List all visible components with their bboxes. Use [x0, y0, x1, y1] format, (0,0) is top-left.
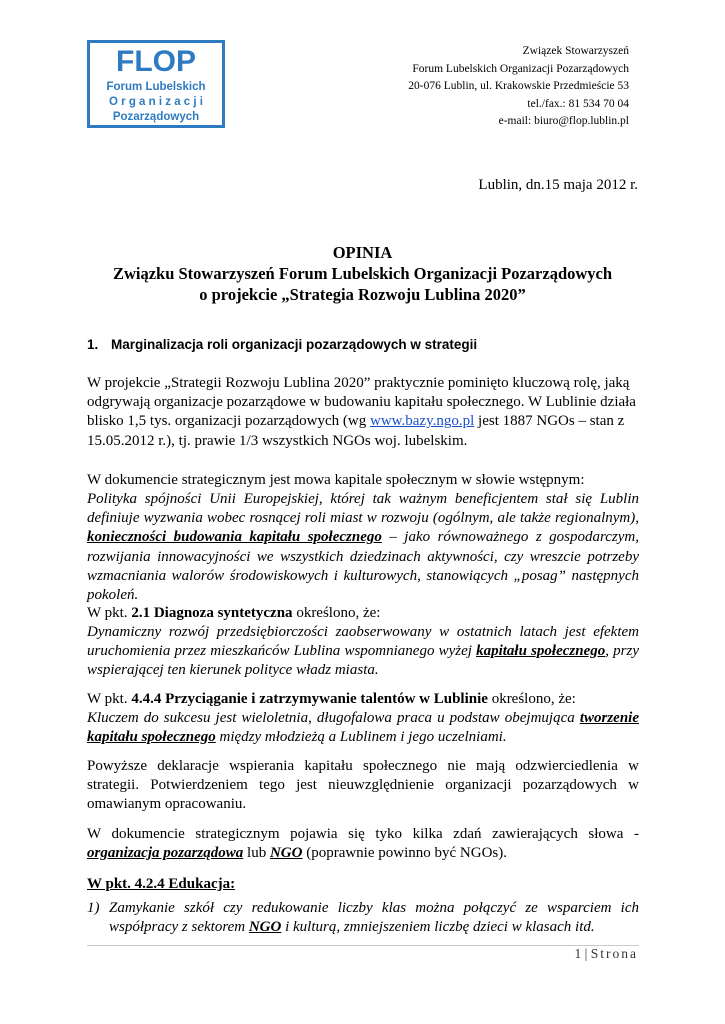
section-number: 1.: [87, 337, 99, 352]
org-name: Związek Stowarzyszeń: [522, 45, 629, 57]
p3-quote-a: Dynamiczny rozwój przedsiębiorczości zaobserwowany w ostatnich latach jest efektem uruchomienia przez mieszkańców Lublina wspomnianego wyżej: [87, 624, 639, 660]
p3-post: określono, że:: [292, 605, 381, 621]
flop-logo: [87, 40, 225, 128]
paragraph-1: [87, 374, 639, 451]
list-emphasis: NGO: [248, 919, 282, 936]
p6-emphasis-1: organizacja pozarządowa: [87, 845, 244, 862]
p4-quote-a: Kluczem do sukcesu jest wieloletnia, długofalowa praca u podstaw obejmująca: [87, 710, 580, 726]
p6-text-a: W dokumencie strategicznym pojawia się tyko kilka zdań zawierających słowa -: [87, 826, 639, 842]
org-phone: tel./fax.: 81 534 70 04: [527, 97, 629, 110]
page-label: Strona: [590, 946, 638, 961]
list-marker: 1): [87, 900, 100, 916]
page-footer: [575, 946, 638, 962]
document-title: [0, 242, 725, 305]
p6-text-b: lub: [243, 845, 270, 862]
flop-logo-graphic: [87, 40, 225, 128]
p1-text-b: jest 1887 NGOs – stan z 15.05.2012 r.), tj. prawie 1/3 wszystkich NGOs woj. lubelskim.: [87, 413, 625, 449]
logo-line-1: Forum Lubelskich: [106, 81, 206, 93]
paragraph-2-quote: [87, 490, 639, 605]
p4-post: określono, że:: [487, 691, 576, 707]
p4-quote-b: między młodzieżą a Lublinem i jego uczelniami.: [215, 729, 507, 746]
logo-line-2: O r g a n i z a c j i: [109, 96, 203, 108]
org-address: 20-076 Lublin, ul. Krakowskie Przedmieście 53: [408, 80, 629, 93]
p1-text-a: W projekcie „Strategii Rozwoju Lublina 2020” praktycznie pominięto kluczową rolę, jaką odgrywają organizacje pozarządowe w budowaniu kapitału społecznego. W Lublinie działa blisko 1,5 tys. organizacji pozarządowych (wg: [87, 375, 636, 430]
footer-separator: |: [581, 946, 591, 961]
p3-pre: W pkt.: [87, 605, 132, 621]
p2-quote-b: – jako równoważnego z gospodarczym, rozwijania innowacyjności we wszystkich dziedzinach aktywności, czy wreszcie potrzeby wzmacniania walorów środowiskowych i kulturowych, stanowiących „posag” następnych pokoleń.: [87, 529, 640, 604]
logo-big-text: FLOP: [116, 45, 196, 78]
footer-divider: [87, 945, 639, 946]
p2-quote-emphasis: konieczności budowania kapitału społecznego: [87, 529, 382, 546]
paragraph-3-quote: [87, 623, 639, 681]
org-email: e-mail: biuro@flop.lublin.pl: [498, 115, 629, 128]
p6-text-c: (poprawnie powinno być NGOs).: [302, 845, 507, 862]
org-full-name: Forum Lubelskich Organizacji Pozarządowych: [412, 62, 629, 75]
paragraph-4-intro: [87, 690, 639, 709]
p6-emphasis-2: NGO: [269, 845, 303, 862]
subsection-heading-text: W pkt. 4.2.4 Edukacja:: [87, 876, 236, 892]
subsection-heading: [87, 875, 639, 894]
organization-header: [408, 43, 629, 131]
list-item-body: [87, 899, 639, 937]
p4-point-ref: 4.4.4 Przyciąganie i zatrzymywanie talentów w Lublinie: [131, 691, 488, 707]
p3-quote-emphasis: kapitału społecznego: [476, 643, 606, 660]
p4-pre: W pkt.: [87, 691, 132, 707]
paragraph-4-quote: [87, 709, 639, 747]
logo-line-3: Pozarządowych: [112, 111, 200, 123]
p4-quote-emphasis: tworzenie kapitału społecznego: [87, 710, 639, 746]
page-number: 1: [574, 946, 582, 961]
title-line-2: Związku Stowarzyszeń Forum Lubelskich Organizacji Pozarządowych: [112, 264, 613, 283]
bazy-ngo-link[interactable]: www.bazy.ngo.pl: [369, 413, 475, 430]
title-line-1: OPINIA: [332, 243, 393, 262]
section-heading-text: Marginalizacja roli organizacji pozarządowych w strategii: [111, 337, 478, 352]
title-line-3: o projekcie „Strategia Rozwoju Lublina 2020”: [199, 285, 526, 304]
paragraph-5: Powyższe deklaracje wspierania kapitału społecznego nie mają odzwierciedlenia w strategii. Potwierdzeniem tego jest nieuwzględnienie organizacji pozarządowych w omawianym opracowaniu.: [87, 758, 639, 813]
p3-quote-b: , przy wspierającej ten kierunek polityce władz miasta.: [87, 643, 639, 679]
p2-quote-a: Polityka spójności Unii Europejskiej, której tak ważnym beneficjentem stał się Lublin definiuje wyzwania wobec rosnącej roli miast w rozwoju (ogólnym, ale także regionalnym),: [87, 491, 639, 527]
document-date: Lublin, dn.15 maja 2012 r.: [478, 177, 638, 193]
list-text-b: i kulturą, zmniejszeniem liczbę dzieci w klasach itd.: [281, 919, 595, 936]
p3-point-ref: 2.1 Diagnoza syntetyczna: [131, 605, 293, 621]
list-text-a: Zamykanie szkół czy redukowanie liczby klas można połączyć ze wsparciem ich współpracy z sektorem: [109, 900, 639, 936]
list-item: [87, 899, 639, 937]
paragraph-6: [87, 825, 639, 863]
paragraph-2-intro: W dokumencie strategicznym jest mowa kapitale społecznym w słowie wstępnym:: [87, 472, 585, 488]
paragraph-3-intro: [87, 604, 639, 623]
section-1-heading: [87, 337, 477, 352]
